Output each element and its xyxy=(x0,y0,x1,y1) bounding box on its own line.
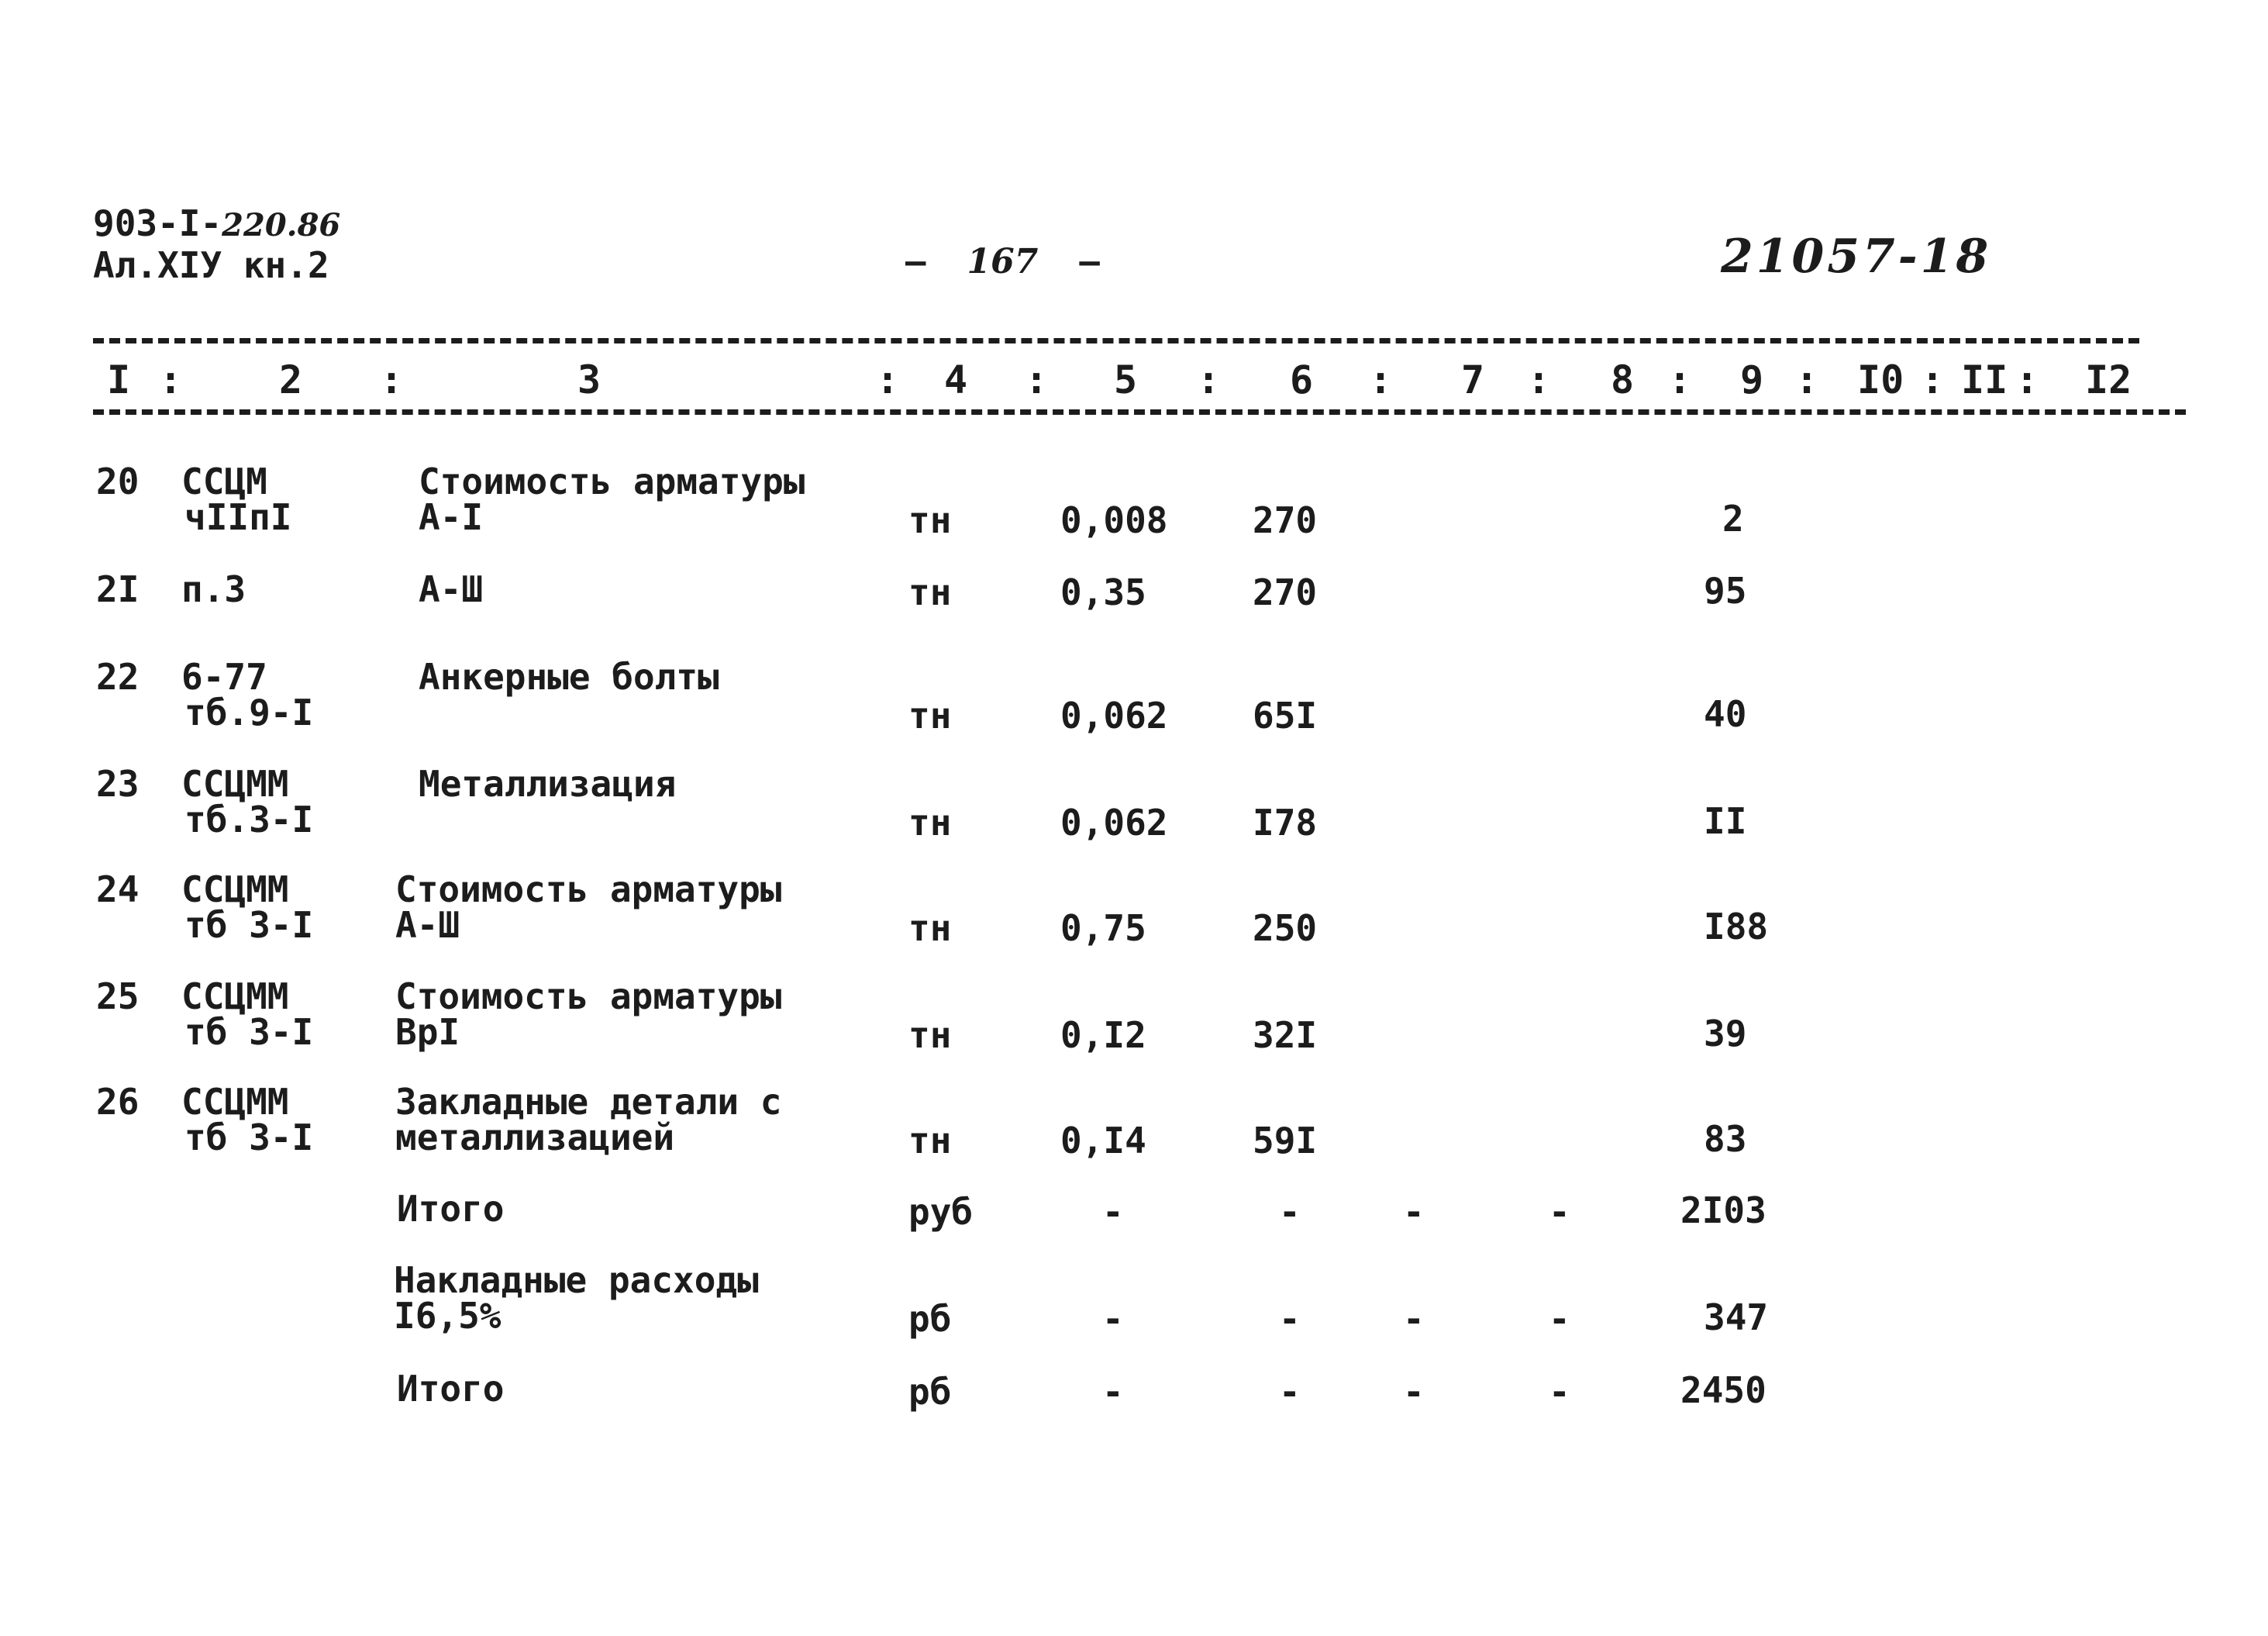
row-name: металлизацией xyxy=(395,1117,675,1158)
row-unit: тн xyxy=(908,1014,952,1056)
row-unit: тн xyxy=(908,695,952,737)
row-name: А-I xyxy=(419,496,484,538)
row-price: - xyxy=(1279,1191,1301,1233)
row-total: II xyxy=(1704,800,1747,842)
row-price: I78 xyxy=(1253,802,1318,844)
column-separator: : xyxy=(2015,357,2039,402)
column-header-6: 6 xyxy=(1290,357,1314,402)
row-name: Итого xyxy=(397,1368,505,1410)
header-top-rule xyxy=(93,338,2139,343)
row-price: - xyxy=(1279,1371,1301,1413)
row-quantity: - xyxy=(1102,1191,1124,1233)
document-code xyxy=(93,203,340,246)
row-name: I6,5% xyxy=(394,1295,502,1337)
column-header-1: I xyxy=(107,357,131,402)
row-name: Закладные детали с xyxy=(395,1081,782,1123)
row-code: ССЦММ xyxy=(181,868,289,910)
row-quantity: - xyxy=(1102,1298,1124,1340)
row-name: Стоимость арматуры xyxy=(395,868,782,910)
row-quantity: 0,062 xyxy=(1060,695,1168,737)
column-separator: : xyxy=(159,357,183,402)
row-unit: тн xyxy=(908,571,952,613)
row-col8: - xyxy=(1549,1191,1570,1233)
row-total: 83 xyxy=(1704,1118,1747,1160)
row-quantity: 0,35 xyxy=(1060,571,1146,613)
row-unit: рб xyxy=(908,1371,952,1413)
row-col7: - xyxy=(1403,1191,1425,1233)
row-code: ССЦММ xyxy=(181,763,289,805)
row-unit: тн xyxy=(908,907,952,949)
row-name: Накладные расходы xyxy=(394,1259,759,1301)
row-number: 2I xyxy=(96,568,140,610)
row-number: 26 xyxy=(96,1081,140,1123)
row-unit: тн xyxy=(908,499,952,541)
row-unit: тн xyxy=(908,1120,952,1161)
row-quantity: 0,I4 xyxy=(1060,1120,1146,1161)
row-code: п.3 xyxy=(181,568,246,610)
row-col8: - xyxy=(1549,1298,1570,1340)
row-code: тб.3-I xyxy=(184,799,314,840)
row-code: ССЦМ xyxy=(181,461,267,502)
page-number: – 167 – xyxy=(905,242,1100,281)
column-separator: : xyxy=(1025,357,1049,402)
column-separator: : xyxy=(1369,357,1393,402)
column-header-5: 5 xyxy=(1114,357,1138,402)
column-header-7: 7 xyxy=(1461,357,1485,402)
column-separator: : xyxy=(1921,357,1945,402)
row-number: 20 xyxy=(96,461,140,502)
column-separator: : xyxy=(380,357,404,402)
header-bottom-rule xyxy=(93,409,2186,415)
sheet-code: 21057-18 xyxy=(1721,230,1992,284)
row-price: 270 xyxy=(1253,499,1318,541)
column-separator: : xyxy=(1795,357,1819,402)
row-code: тб 3-I xyxy=(184,904,314,946)
album-reference: Ал.XIУ кн.2 xyxy=(93,244,329,286)
row-total: 40 xyxy=(1704,693,1747,735)
row-number: 22 xyxy=(96,656,140,698)
row-code: ССЦММ xyxy=(181,975,289,1017)
row-name: Стоимость арматуры xyxy=(395,975,782,1017)
column-header-11: II xyxy=(1961,357,2008,402)
row-col7: - xyxy=(1403,1371,1425,1413)
column-header-10: I0 xyxy=(1857,357,1904,402)
page-number-value: 167 xyxy=(967,242,1039,281)
row-code: ССЦММ xyxy=(181,1081,289,1123)
row-unit: рб xyxy=(908,1298,952,1340)
row-code: 6-77 xyxy=(181,656,267,698)
row-code: тб.9-I xyxy=(184,692,314,733)
row-total: 2450 xyxy=(1680,1369,1766,1411)
row-total: I88 xyxy=(1704,906,1769,947)
row-name: Стоимость арматуры xyxy=(419,461,805,502)
row-quantity: 0,75 xyxy=(1060,907,1146,949)
row-col7: - xyxy=(1403,1298,1425,1340)
row-quantity: 0,062 xyxy=(1060,802,1168,844)
row-quantity: 0,I2 xyxy=(1060,1014,1146,1056)
row-name: Анкерные болты xyxy=(419,656,719,698)
row-number: 25 xyxy=(96,975,140,1017)
row-quantity: - xyxy=(1102,1371,1124,1413)
row-price: 250 xyxy=(1253,907,1318,949)
row-price: 65I xyxy=(1253,695,1318,737)
row-col8: - xyxy=(1549,1371,1570,1413)
row-price: 32I xyxy=(1253,1014,1318,1056)
column-separator: : xyxy=(1197,357,1221,402)
row-total: 2 xyxy=(1722,498,1744,540)
row-name: Итого xyxy=(397,1188,505,1230)
row-quantity: 0,008 xyxy=(1060,499,1168,541)
column-separator: : xyxy=(876,357,900,402)
column-header-3: 3 xyxy=(577,357,601,402)
document-code-typed: 903-I- xyxy=(93,202,222,244)
row-code: тб 3-I xyxy=(184,1011,314,1053)
column-header-8: 8 xyxy=(1611,357,1635,402)
row-price: 59I xyxy=(1253,1120,1318,1161)
row-name: А-Ш xyxy=(395,904,460,946)
row-price: 270 xyxy=(1253,571,1318,613)
row-name: Металлизация xyxy=(419,763,677,805)
row-total: 39 xyxy=(1704,1013,1747,1054)
document-code-handwritten: 220.86 xyxy=(222,207,341,243)
row-total: 347 xyxy=(1704,1296,1769,1338)
column-header-4: 4 xyxy=(944,357,968,402)
column-separator: : xyxy=(1527,357,1551,402)
row-unit: тн xyxy=(908,802,952,844)
row-number: 23 xyxy=(96,763,140,805)
column-header-12: I2 xyxy=(2085,357,2132,402)
row-total: 2I03 xyxy=(1680,1189,1766,1231)
row-price: - xyxy=(1279,1298,1301,1340)
row-name: А-Ш xyxy=(419,568,484,610)
column-header-9: 9 xyxy=(1740,357,1764,402)
row-code: чIIпI xyxy=(184,496,292,538)
column-separator: : xyxy=(1668,357,1692,402)
row-code: тб 3-I xyxy=(184,1117,314,1158)
row-name: ВрI xyxy=(395,1011,460,1053)
row-total: 95 xyxy=(1704,570,1747,612)
column-header-2: 2 xyxy=(279,357,303,402)
row-unit: руб xyxy=(908,1191,974,1233)
row-number: 24 xyxy=(96,868,140,910)
